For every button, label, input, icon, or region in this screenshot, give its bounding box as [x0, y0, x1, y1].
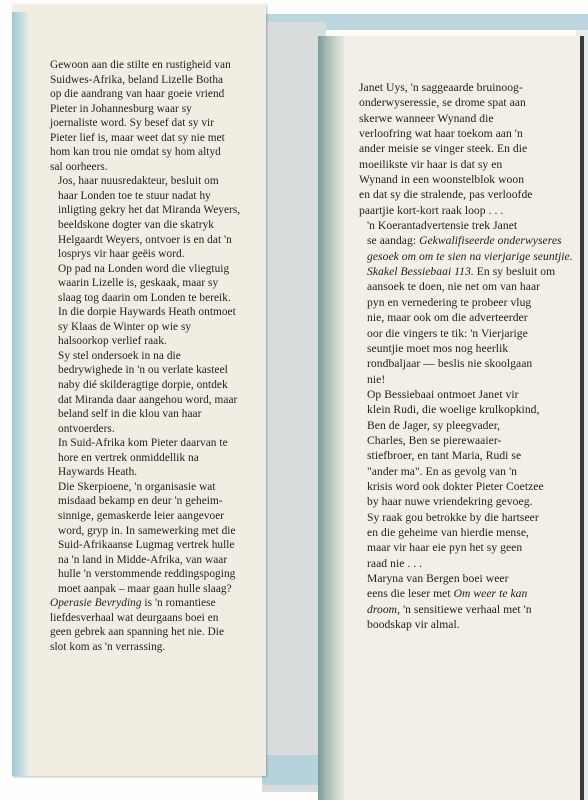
blurb-line: word, gryp in. In samewerking met die: [58, 524, 236, 537]
blurb-line: en dat sy die stralende, pas verloofde: [359, 188, 533, 202]
blurb-line: stiefbroer, en tant Maria, Rudi se: [367, 449, 522, 463]
blurb-line: Op Bessiebaai ontmoet Janet vir: [367, 387, 519, 401]
blurb-line: Charles, Ben se pierewaaier-: [367, 433, 502, 447]
blurb-line: ontvoerders.: [58, 422, 115, 435]
blurb-line: Jos, haar nuusredakteur, besluit om: [58, 175, 219, 188]
blurb-line: beland self in die klou van haar: [58, 408, 202, 421]
blurb-line: na 'n land in Midde-Afrika, van waar: [58, 553, 228, 566]
blurb-line: waarin Lizelle is, geskaak, maar sy: [58, 277, 219, 290]
blurb-line: eens die leser met Om weer te kan: [367, 587, 528, 601]
blurb-line: halsoorkop verlief raak.: [58, 335, 167, 348]
blurb-line: verloofring wat haar toekom aan 'n: [359, 127, 523, 141]
blurb-line: skerwe wanneer Wynand die: [359, 111, 494, 125]
blurb-line: [359, 249, 575, 264]
blurb-line: paartjie kort-kort raak loop . . .: [359, 203, 504, 217]
blurb-line: Gewoon aan die stilte en rustigheid van: [50, 59, 231, 71]
blurb-line: Suid-Afrikaanse Lugmag vertrek hulle: [58, 539, 235, 552]
right-flap-spine-edge: [318, 36, 344, 800]
blurb-line: Suidwes-Afrika, beland Lizelle Botha: [50, 73, 224, 86]
blurb-line: Die Skerpioene, 'n organisasie wat: [58, 480, 216, 493]
blurb-paragraph: [50, 436, 250, 480]
blurb-line: klein Rudi, die woelige krulkopkind,: [367, 403, 540, 417]
blurb-line: bedrywighede in 'n ou verlate kasteel: [58, 364, 228, 377]
blurb-line: misdaad bekamp en deur 'n geheim-: [58, 495, 223, 508]
blurb-line: Janet Uys, 'n saggeaarde bruinoog-: [359, 81, 523, 94]
blurb-line: by haar nuwe vriendekring gevoeg.: [367, 495, 533, 509]
blurb-line: losprys vir haar geëis word.: [58, 248, 185, 261]
blurb-line: hore en vertrek onmiddellik na: [58, 451, 199, 464]
italic-title: Operasie Bevryding: [50, 597, 142, 610]
blurb-line: In Suid-Afrika kom Pieter daarvan te: [58, 437, 228, 450]
blurb-line: rondbaljaar — beslis nie skoolgaan: [367, 357, 533, 371]
blurb-line: Haywards Heath.: [58, 466, 138, 479]
blurb-paragraph: [359, 387, 575, 571]
blurb-line: Skakel Bessiebaai 113. En sy besluit om: [367, 265, 556, 279]
italic-title: Skakel Bessiebaai 113.: [367, 265, 474, 279]
blurb-line: hom kan trou nie omdat sy hom altyd: [50, 146, 221, 159]
blurb-line: sy Klaas de Winter op wie sy: [58, 320, 192, 333]
blurb-line: seuntjie moet mos nog heerlik: [367, 341, 509, 355]
blurb-line: raad nie . . .: [367, 556, 423, 570]
blurb-line: moeilikste vir haar is dat sy en: [359, 157, 503, 171]
blurb-line: maar vir haar eie pyn het sy geen: [367, 541, 523, 555]
blurb-paragraph: [50, 596, 250, 654]
blurb-line: haar Londen toe te stuur nadat hy: [58, 189, 211, 202]
blurb-line: In die dorpie Haywards Heath ontmoet: [58, 306, 236, 319]
blurb-line: aansoek te doen, nie net om van haar: [367, 280, 541, 294]
blurb-line: joernaliste word. Sy besef dat sy vir: [50, 117, 215, 130]
blurb-paragraph: [359, 571, 575, 632]
blurb-line: sinnige, gemaskerde leier aangevoer: [58, 509, 225, 522]
blurb-line: liefdesverhaal wat deurgaans boei en: [50, 611, 219, 624]
blurb-line: boodskap vir almal.: [367, 618, 460, 632]
italic-title: Gekwalifiseerde onderwyseres: [419, 234, 562, 248]
blurb-line: Operasie Bevryding is 'n romantiese: [50, 597, 216, 610]
italic-title: gesoek om om te sien na vierjarige seuntjie.: [367, 249, 573, 263]
right-flap-dark-edge: [580, 36, 584, 800]
jacket-grey-panel: [262, 22, 326, 792]
blurb-line: nie, maar ook om die adverteerder: [367, 311, 528, 325]
blurb-line: droom, 'n sensitiewe verhaal met 'n: [367, 602, 532, 616]
blurb-line: moet aanpak – maar gaan hulle slaag?: [58, 582, 232, 595]
blurb-line: ander meisie se vinger steek. En die: [359, 142, 528, 156]
blurb-line: se aandag: Gekwalifiseerde onderwyseres: [367, 234, 562, 248]
left-flap-blue-edge: [12, 12, 28, 776]
blurb-line: op die aandrang van haar goeie vriend: [50, 88, 225, 101]
blurb-line: en die geheime van hierdie mense,: [367, 525, 529, 539]
blurb-paragraph: [359, 80, 575, 218]
blurb-paragraph: [50, 262, 250, 349]
left-flap-blurb: [50, 58, 250, 654]
italic-title: Om weer te kan: [453, 587, 528, 601]
blurb-line: slot kom as 'n verrassing.: [50, 640, 166, 653]
blurb-line: Maryna van Bergen boei weer: [367, 572, 509, 585]
blurb-line: Sy stel ondersoek in na die: [58, 349, 181, 362]
blurb-line: slaag tog daarin om Londen te bereik.: [58, 291, 231, 304]
blurb-line: hulle 'n verstommende reddingspoging: [58, 568, 236, 581]
blurb-line: sal oorheers.: [50, 160, 108, 173]
blurb-line: Helgaardt Weyers, ontvoer is en dat 'n: [58, 233, 232, 246]
blurb-line: pyn en vernedering te probeer vlug: [367, 295, 532, 309]
blurb-line: Pieter lief is, maar weet dat sy nie met: [50, 131, 225, 144]
blurb-line: krisis word ook dokter Pieter Coetzee: [367, 479, 544, 493]
blurb-line: nie!: [367, 372, 386, 386]
blurb-line: inligting gekry het dat Miranda Weyers,: [58, 204, 241, 217]
blurb-line: oor die vingers te tik: 'n Vierjarige: [367, 326, 528, 340]
blurb-line: dat Miranda daar aangehou word, maar: [58, 393, 238, 406]
blurb-line: Wynand in een woonstelblok woon: [359, 173, 525, 187]
blurb-line: Op pad na Londen word die vliegtuig: [58, 262, 230, 275]
blurb-line: onderwyseressie, se drome spat aan: [359, 96, 526, 110]
blurb-line: "ander ma". En as gevolg van 'n: [367, 464, 517, 478]
blurb-line: Ben de Jager, sy pleegvader,: [367, 418, 501, 432]
blurb-paragraph: [50, 174, 250, 261]
blurb-paragraph: [50, 480, 250, 596]
blurb-line: 'n Koerantadvertensie trek Janet: [367, 219, 518, 233]
blurb-line: geen gebrek aan spanning het nie. Die: [50, 626, 225, 639]
blurb-paragraph: [50, 349, 250, 436]
blurb-line: Pieter in Johannesburg waar sy: [50, 102, 192, 115]
blurb-paragraph: [359, 218, 575, 387]
blurb-line: naby dié skilderagtige dorpie, ontdek: [58, 379, 228, 392]
italic-title: droom,: [367, 602, 401, 616]
blurb-line: Sy raak gou betrokke by die hartseer: [367, 510, 539, 524]
blurb-line: beeldskone dogter van die skatryk: [58, 219, 214, 232]
right-flap-blurb: [359, 80, 575, 632]
blurb-paragraph: [50, 58, 250, 174]
